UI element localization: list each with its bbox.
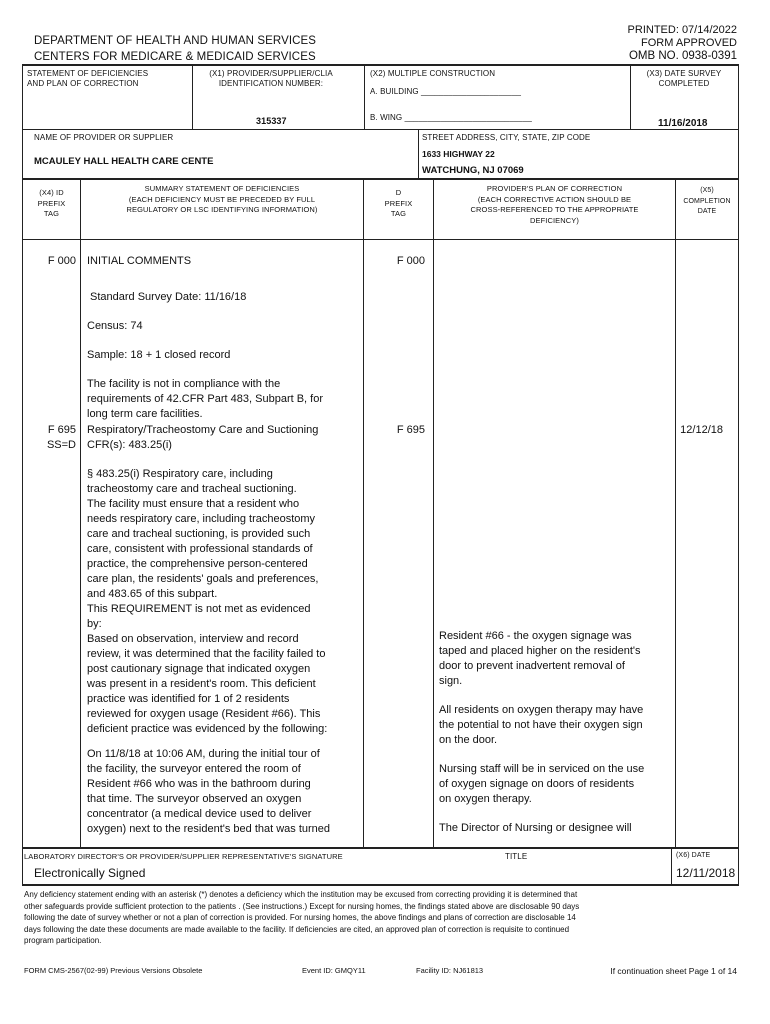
ss-tag: SS=D bbox=[46, 439, 76, 451]
plan-paragraph-2: All residents on oxygen therapy may have the potential to not have their oxygen sign on the door. bbox=[439, 704, 644, 746]
continuation-sheet: If continuation sheet Page 1 of 14 bbox=[610, 966, 737, 976]
provider-name: MCAULEY HALL HEALTH CARE CENTE bbox=[34, 156, 214, 167]
sample: Sample: 18 + 1 closed record bbox=[87, 349, 231, 361]
col-x5-header: (X5) COMPLETION DATE bbox=[683, 187, 731, 215]
signature-date: 12/11/2018 bbox=[676, 866, 736, 880]
provider-name-label: NAME OF PROVIDER OR SUPPLIER bbox=[34, 133, 174, 142]
col-summary-header: SUMMARY STATEMENT OF DEFICIENCIES (EACH DEFICIENCY MUST BE PRECEDED BY FULL REGULATORY OR LSC IDENTIFYING INFORMATION) bbox=[126, 184, 318, 214]
plan-paragraph-4: The Director of Nursing or designee will bbox=[439, 822, 632, 834]
f695-completion-date: 12/12/18 bbox=[680, 424, 723, 436]
col-plan-header: PROVIDER'S PLAN OF CORRECTION (EACH CORRECTIVE ACTION SHOULD BE CROSS-REFERENCED TO THE APPROPRIATE DEFICIENCY) bbox=[470, 184, 639, 225]
col-x4-header: (X4) ID PREFIX TAG bbox=[37, 188, 66, 218]
address-line1: 1633 HIGHWAY 22 bbox=[422, 149, 495, 159]
disclosure-footnote: Any deficiency statement ending with an asterisk (*) denotes a deficiency which the institution may be excused from correcting providing it is determined that other safeguards provide sufficient protection to the patients . (See instructions.) Except for nursing homes, the findings stated above are disclosable 90 days following the date of survey whether or not a plan of correction is provided. For nursing homes, the above findings and plans of correction are disclosable 14 days following the date these documents are made available to the facility. If deficiencies are cited, an approved plan of correction is requisite to continued program participation. bbox=[24, 890, 580, 945]
form-number: FORM CMS-2567(02-99) Previous Versions Obsolete bbox=[24, 966, 203, 975]
plan-paragraph-1: Resident #66 - the oxygen signage was taped and placed higher on the resident's door to prevent inadvertent removal of sign. bbox=[439, 630, 641, 687]
f695-title: Respiratory/Tracheostomy Care and Suctioning CFR(s): 483.25(i) bbox=[87, 424, 319, 451]
f000-tag: F 000 bbox=[47, 255, 76, 267]
survey-date: Standard Survey Date: 11/16/18 bbox=[90, 291, 247, 303]
signature-label: LABORATORY DIRECTOR'S OR PROVIDER/SUPPLIER REPRESENTATIVE'S SIGNATURE bbox=[24, 852, 343, 861]
x1-label: (X1) PROVIDER/SUPPLIER/CLIA IDENTIFICATION NUMBER: bbox=[209, 69, 333, 88]
address-label: STREET ADDRESS, CITY, STATE, ZIP CODE bbox=[422, 133, 591, 142]
title-label: TITLE bbox=[505, 852, 528, 861]
date-label: (X6) DATE bbox=[676, 852, 711, 859]
provider-id-number: 315337 bbox=[256, 116, 287, 126]
facility-id: Facility ID: NJ61813 bbox=[416, 966, 484, 975]
f000-title: INITIAL COMMENTS bbox=[87, 255, 192, 267]
plan-paragraph-3: Nursing staff will be in serviced on the use of oxygen signage on doors of residents on oxygen therapy. bbox=[439, 763, 645, 805]
signature-value: Electronically Signed bbox=[34, 866, 146, 880]
form-approved: FORM APPROVED bbox=[641, 37, 737, 49]
event-id: Event ID: GMQY11 bbox=[302, 966, 366, 975]
address-line2: WATCHUNG, NJ 07069 bbox=[422, 165, 524, 176]
observation-text: On 11/8/18 at 10:06 AM, during the initial tour of the facility, the surveyor entered the room of Resident #66 who was in the bathroom during that time. The surveyor observed an oxygen concentrator (a medical device used to deliver oxygen) next to the resident's bed that was turned bbox=[87, 748, 331, 835]
regulation-text: § 483.25(i) Respiratory care, including tracheostomy care and tracheal suctioning. The facility must ensure that a resident who needs respiratory care, including tracheostomy care and tracheal suctioning, is provided such care, consistent with professional standards of practice, the comprehensive person-centered care plan, the residents' goals and preferences, and 483.65 of this subpart. This REQUIREMENT is not met as evidenced by: Based on observation, interview and record review, it was determined that the facility failed to post cautionary signage that indicated oxygen was present in a resident's room. This deficient practice was identified for 1 of 2 residents reviewed for oxygen usage (Resident #66). This deficient practice was evidenced by the following: bbox=[87, 468, 328, 735]
department-title: DEPARTMENT OF HEALTH AND HUMAN SERVICES bbox=[34, 35, 317, 47]
col-d-prefix-header: D PREFIX TAG bbox=[384, 188, 413, 218]
x2-building: A. BUILDING ______________________ bbox=[370, 87, 522, 96]
survey-completed-date: 11/16/2018 bbox=[658, 118, 708, 129]
statement-label: STATEMENT OF DEFICIENCIES AND PLAN OF CORRECTION bbox=[27, 69, 149, 88]
f000-dtag: F 000 bbox=[396, 255, 425, 267]
compliance-statement: The facility is not in compliance with the requirements of 42.CFR Part 483, Subpart B, for long term care facilities. bbox=[87, 378, 324, 420]
f695-tag: F 695 bbox=[47, 424, 76, 436]
agency-title: CENTERS FOR MEDICARE & MEDICAID SERVICES bbox=[34, 51, 316, 63]
census: Census: 74 bbox=[87, 320, 143, 332]
f695-dtag: F 695 bbox=[396, 424, 425, 436]
x2-label: (X2) MULTIPLE CONSTRUCTION bbox=[370, 69, 496, 78]
x2-wing: B. WING ____________________________ bbox=[370, 113, 532, 122]
x3-label: (X3) DATE SURVEY COMPLETED bbox=[646, 69, 722, 88]
omb-number: OMB NO. 0938-0391 bbox=[628, 50, 737, 62]
printed-date: PRINTED: 07/14/2022 bbox=[627, 24, 737, 36]
